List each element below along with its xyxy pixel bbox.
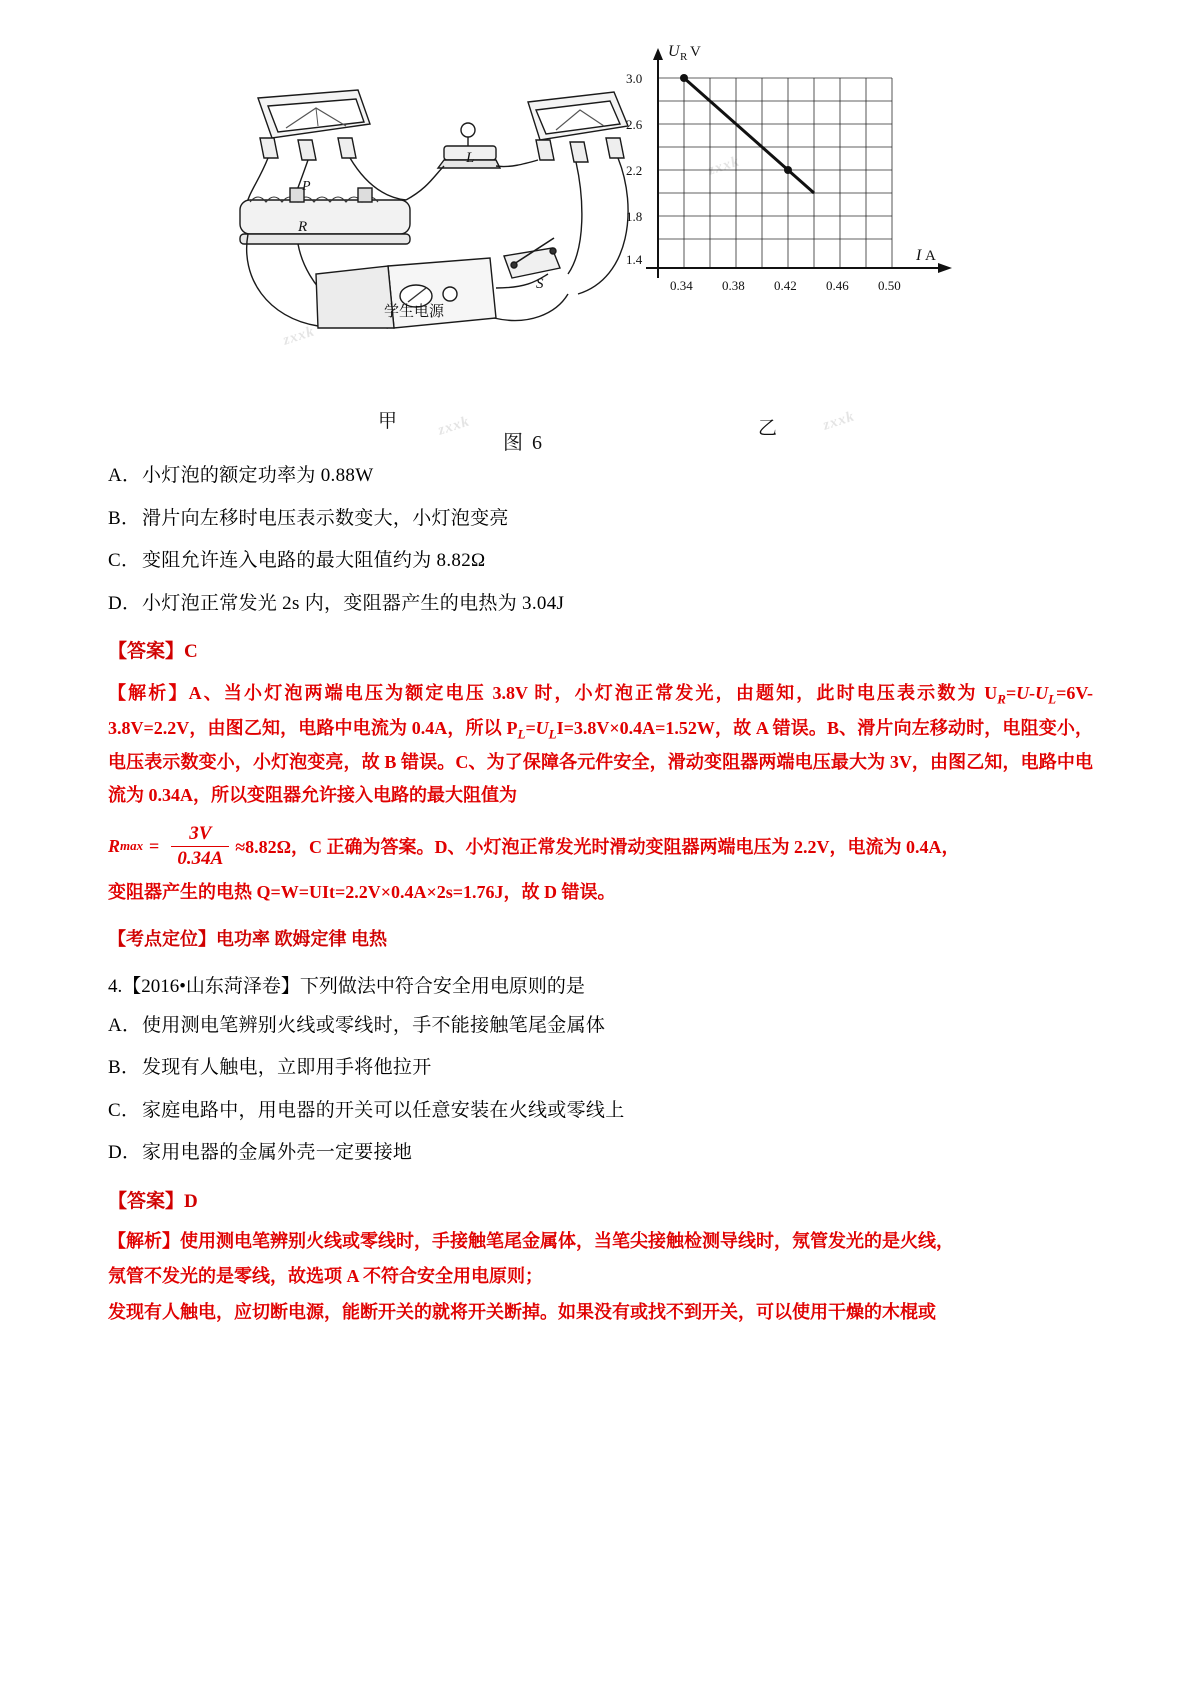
- watermark: zxxk: [706, 153, 742, 179]
- q4-answer: 【答案】D: [108, 1190, 198, 1212]
- q3-explanation-part1: 【解析】A、当小灯泡两端电压为额定电压 3.8V 时，小灯泡正常发光，由题知，此时电压表示数为 U: [108, 683, 998, 703]
- y-tick-label: 3.0: [626, 71, 643, 86]
- q3-option-b-text: 滑片向左移时电压表示数变大，小灯泡变亮: [142, 507, 509, 529]
- watermark: zxxk: [821, 408, 857, 434]
- q3-option-b-mark: B．: [108, 507, 141, 529]
- q4-option-b-mark: B．: [108, 1057, 141, 1079]
- q3-explanation-sub2: L: [1048, 691, 1057, 707]
- document-content: [108, 0, 1093, 1329]
- figure-left-label: 甲: [378, 411, 398, 432]
- y-tick-label: 2.2: [626, 163, 643, 178]
- q4-option-d-text: 家用电器的金属外壳一定要接地: [142, 1142, 413, 1164]
- q3-option-a: [108, 462, 1093, 491]
- q4-option-d: [108, 1139, 1093, 1168]
- formula-fraction: [171, 823, 229, 870]
- formula-numerator: 3V: [189, 822, 212, 844]
- x-tick-label: 0.46: [826, 278, 849, 293]
- x-tick-label: 0.42: [774, 278, 797, 293]
- q3-option-b: [108, 505, 1093, 534]
- figure-caption: 图 6: [503, 432, 544, 454]
- figure-right-label: 乙: [758, 418, 778, 439]
- x-tick-label: 0.50: [878, 278, 901, 293]
- y-tick-label: 1.4: [626, 252, 643, 267]
- graph-figure: [598, 38, 1018, 338]
- q3-explanation-sub4: L: [548, 726, 557, 742]
- y-axis-title: U: [668, 43, 680, 60]
- q3-option-c-text: 变阻允许连入电路的最大阻值约为 8.82Ω: [142, 550, 486, 571]
- formula-equals: =: [149, 835, 160, 856]
- q3-explanation: [108, 677, 1093, 813]
- q4-option-c-text: 家庭电路中，用电器的开关可以任意安装在火线或零线上: [142, 1099, 625, 1121]
- x-tick-label: 0.38: [722, 278, 745, 293]
- q3-explanation-sub1: R: [997, 691, 1006, 707]
- switch-icon: [504, 238, 560, 278]
- q4-option-d-mark: D．: [108, 1142, 142, 1164]
- q3-answer: 【答案】C: [108, 641, 198, 662]
- watermark: zxxk: [436, 413, 472, 439]
- y-axis-unit: V: [690, 44, 701, 60]
- graph-data-line: [680, 74, 814, 193]
- q3-option-a-mark: A．: [108, 465, 142, 486]
- q4-option-a-mark: A．: [108, 1014, 142, 1036]
- q3-option-d-mark: D．: [108, 592, 142, 614]
- x-axis-title: I: [916, 247, 922, 264]
- q3-option-c: [108, 547, 1093, 576]
- formula-tail: ≈8.82Ω，C 正确为答案。D、小灯泡正常发光时滑动变阻器两端电压为 2.2V，电流为 0.4A，: [235, 837, 960, 858]
- figure-block: [108, 28, 1093, 454]
- q3-formula: [108, 823, 1093, 870]
- rheostat-icon: [240, 188, 410, 244]
- svg-text:S: S: [536, 276, 544, 292]
- rheostat-label: P: [302, 179, 311, 194]
- q4-head: 4.【2016•山东菏泽卷】下列做法中符合安全用电原则的是: [108, 975, 585, 997]
- q3-explanation-sub3: L: [517, 726, 526, 742]
- q3-option-d-text: 小灯泡正常发光 2s 内，变阻器产生的电热为 3.04J: [142, 592, 565, 614]
- circuit-diagram: [238, 88, 648, 398]
- q4-option-c-mark: C．: [108, 1099, 141, 1121]
- voltmeter-icon: [258, 90, 370, 160]
- watermark: zxxk: [281, 323, 317, 349]
- q4-explanation-line2: 氖管不发光的是零线，故选项 A 不符合安全用电原则；: [108, 1266, 544, 1287]
- q3-option-d: [108, 590, 1093, 619]
- q3-explanation-part3: I=3.8V×0.4A=1.52W，故 A 错误。B、滑片向左移动时，电阻变小，电压表示数变小，小灯泡变亮，故 B 错误。C、为了保障各元件安全，滑动变阻器两端电压最大为 3V，由图乙知，电路中电流为 0.34A，所以变阻器允许接入电路的最大阻值为: [108, 717, 1093, 806]
- y-tick-label: 2.6: [626, 117, 643, 132]
- power-supply-label: 学生电源: [384, 303, 445, 320]
- x-axis-unit: A: [925, 248, 936, 264]
- q3-kaodian: 【考点定位】电功率 欧姆定律 电热: [108, 928, 387, 949]
- q4-option-a: [108, 1012, 1093, 1041]
- q3-option-c-mark: C．: [108, 550, 141, 571]
- q4-option-c: [108, 1097, 1093, 1126]
- q3-option-a-text: 小灯泡的额定功率为 0.88W: [142, 465, 374, 486]
- svg-text:L: L: [466, 150, 475, 166]
- y-axis-subscript: R: [680, 51, 688, 63]
- q4-explanation-line3: 发现有人触电，应切断电源，能断开关的就将开关断掉。如果没有或找不到开关，可以使用干燥的木棍或: [108, 1301, 936, 1322]
- q4-explanation-line1: 【解析】使用测电笔辨别火线或零线时，手接触笔尾金属体，当笔尖接触检测导线时，氖管发光的是火线，: [108, 1230, 954, 1251]
- q4-option-b: [108, 1054, 1093, 1083]
- formula-lead-sub: max: [120, 838, 144, 854]
- q3-explanation-part2b: =U: [525, 717, 549, 738]
- q3-explanation-part2: =6V-3.8V=2.2V，由图乙知，电路中电流为 0.4A，所以 P: [108, 683, 1093, 738]
- y-tick-label: 1.8: [626, 209, 643, 224]
- q4-option-b-text: 发现有人触电，立即用手将他拉开: [142, 1057, 432, 1079]
- q3-explanation-part1b: =U-U: [1005, 683, 1049, 703]
- x-tick-label: 0.34: [670, 278, 693, 293]
- formula-denominator: 0.34A: [171, 846, 229, 870]
- formula-lead: R: [108, 835, 121, 856]
- q4-option-a-text: 使用测电笔辨别火线或零线时，手不能接触笔尾金属体: [142, 1014, 606, 1036]
- svg-text:R: R: [298, 219, 308, 235]
- q3-explanation-part4: 变阻器产生的电热 Q=W=UIt=2.2V×0.4A×2s=1.76J，故 D 错误。: [108, 881, 616, 902]
